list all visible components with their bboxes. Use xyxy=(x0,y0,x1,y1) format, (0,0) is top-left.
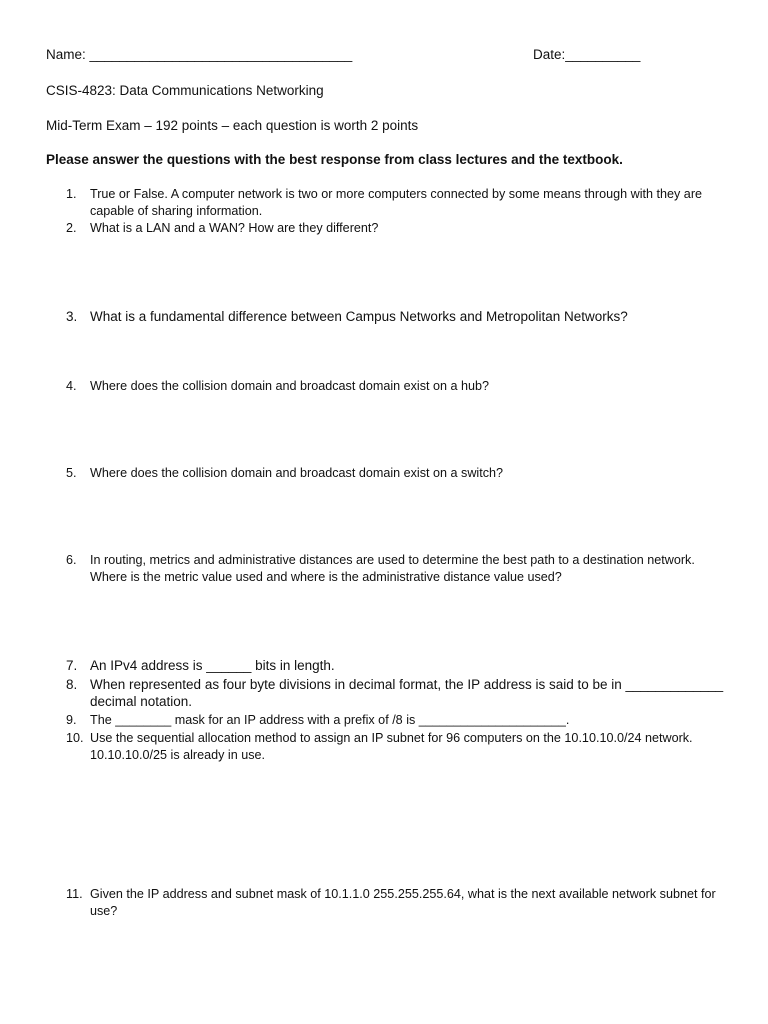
question-number: 5. xyxy=(66,466,77,480)
question-number: 8. xyxy=(66,677,78,692)
question-text: Given the IP address and subnet mask of 10.1.1.0 255.255.255.64, what is the next available network subnet for use? xyxy=(90,887,716,918)
question-text: An IPv4 address is ______ bits in length. xyxy=(90,658,335,673)
course-title: CSIS-4823: Data Communications Networking xyxy=(46,83,324,98)
question-number: 3. xyxy=(66,309,78,324)
question-number: 7. xyxy=(66,658,78,673)
question-text: What is a fundamental difference between Campus Networks and Metropolitan Networks? xyxy=(90,309,628,324)
question-lead: True or False. xyxy=(90,187,168,201)
question-number: 4. xyxy=(66,379,77,393)
question-8 xyxy=(66,676,726,710)
question-1 xyxy=(66,186,726,220)
instructions: Please answer the questions with the best response from class lectures and the textbook. xyxy=(46,152,623,167)
question-number: 11. xyxy=(66,887,83,901)
question-text: What is a LAN and a WAN? How are they different? xyxy=(90,221,379,235)
question-11 xyxy=(66,886,726,920)
question-number: 1. xyxy=(66,187,77,201)
question-2 xyxy=(66,220,726,237)
question-text: In routing, metrics and administrative distances are used to determine the best path to a destination network. Where is the metric value used and where is the administrative distance value used? xyxy=(90,553,695,584)
question-text: Where does the collision domain and broadcast domain exist on a switch? xyxy=(90,466,504,480)
question-number: 2. xyxy=(66,221,77,235)
question-10 xyxy=(66,730,726,764)
name-field-line: Name: ___________________________________ xyxy=(46,47,353,62)
question-number: 6. xyxy=(66,553,77,567)
question-number: 9. xyxy=(66,713,77,727)
question-5 xyxy=(66,465,726,482)
question-text: When represented as four byte divisions in decimal format, the IP address is said to be in _____________ decimal notation. xyxy=(90,677,724,709)
question-text xyxy=(90,186,726,220)
question-number: 10. xyxy=(66,731,84,745)
question-body: A computer network is two or more computers connected by some means through with they are capable of sharing information. xyxy=(90,187,703,218)
date-field-line: Date:__________ xyxy=(533,47,641,62)
question-6 xyxy=(66,552,726,586)
question-7 xyxy=(66,657,726,674)
question-text: Where does the collision domain and broadcast domain exist on a hub? xyxy=(90,379,490,393)
question-3 xyxy=(66,308,726,325)
question-4 xyxy=(66,378,726,395)
exam-info: Mid-Term Exam – 192 points – each question is worth 2 points xyxy=(46,118,419,133)
question-text: The ________ mask for an IP address with a prefix of /8 is _____________________. xyxy=(90,713,570,727)
question-text: Use the sequential allocation method to assign an IP subnet for 96 computers on the 10.10.10.0/24 network. 10.10.10.0/25 is already in use. xyxy=(90,731,693,762)
question-9 xyxy=(66,712,726,729)
